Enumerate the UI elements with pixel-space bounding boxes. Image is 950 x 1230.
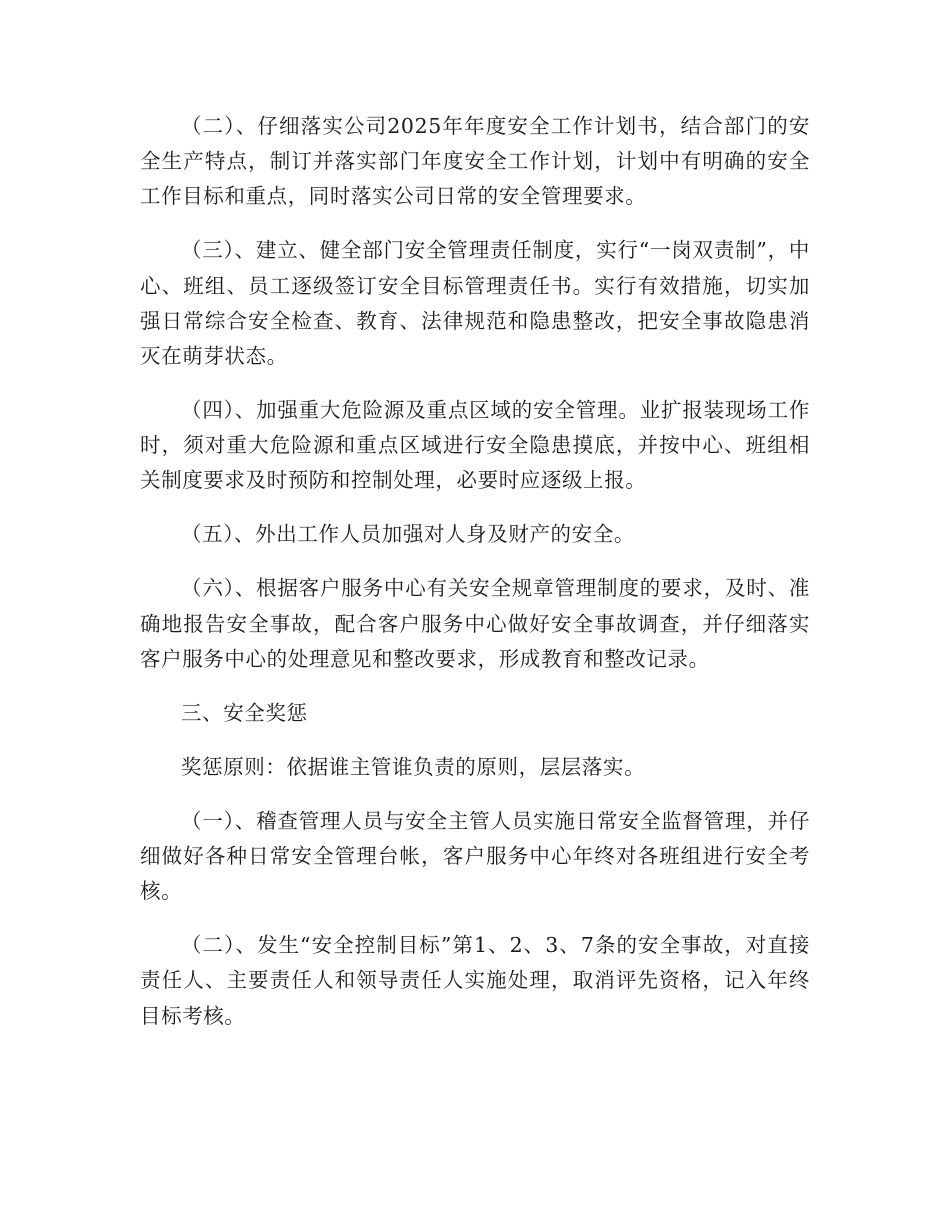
paragraph-safety-plan: （二）、仔细落实公司2025年年度安全工作计划书，结合部门的安全生产特点，制订并落实部门年度安全工作计划，计划中有明确的安全工作目标和重点，同时落实公司日常的安全管理要求。: [140, 114, 810, 209]
document-body: [140, 109, 810, 1034]
paragraph-gap: [140, 553, 810, 572]
paragraph-gap: [140, 374, 810, 393]
paragraph-gap: [140, 731, 810, 750]
paragraph-field-staff-safety: （五）、外出工作人员加强对人身及财产的安全。: [181, 522, 635, 547]
paragraph-hazard-management: （四）、加强重大危险源及重点区域的安全管理。业扩报装现场工作时，须对重大危险源和重点区域进行安全隐患摸底，并按中心、班组相关制度要求及时预防和控制处理，必要时应逐级上报。: [140, 398, 810, 493]
paragraph-gap: [140, 909, 810, 928]
paragraph-accident-reporting: （六）、根据客户服务中心有关安全规章管理制度的要求，及时、准确地报告安全事故，配合客户服务中心做好安全事故调查，并仔细落实客户服务中心的处理意见和整改要求，形成教育和整改记录。: [140, 576, 810, 671]
paragraph-responsibility-system: （三）、建立、健全部门安全管理责任制度，实行“一岗双责制”，中心、班组、员工逐级签订安全目标管理责任书。实行有效措施，切实加强日常综合安全检查、教育、法律规范和隐患整改，把安全事故隐患消灭在萌芽状态。: [140, 238, 810, 369]
section-heading-rewards-penalties: 三、安全奖惩: [181, 700, 308, 725]
paragraph-gap: [140, 499, 810, 518]
paragraph-accident-penalties: （二）、发生“安全控制目标”第1、2、3、7条的安全事故，对直接责任人、主要责任人和领导责任人实施处理，取消评先资格，记入年终目标考核。: [140, 933, 810, 1028]
paragraph-gap: [140, 785, 810, 804]
paragraph-gap: [140, 215, 810, 234]
paragraph-gap: [140, 677, 810, 696]
paragraph-rewards-principle: 奖惩原则：依据谁主管谁负责的原则，层层落实。: [181, 754, 646, 779]
paragraph-daily-supervision: （一）、稽查管理人员与安全主管人员实施日常安全监督管理，并仔细做好各种日常安全管理台帐，客户服务中心年终对各班组进行安全考核。: [140, 808, 810, 904]
